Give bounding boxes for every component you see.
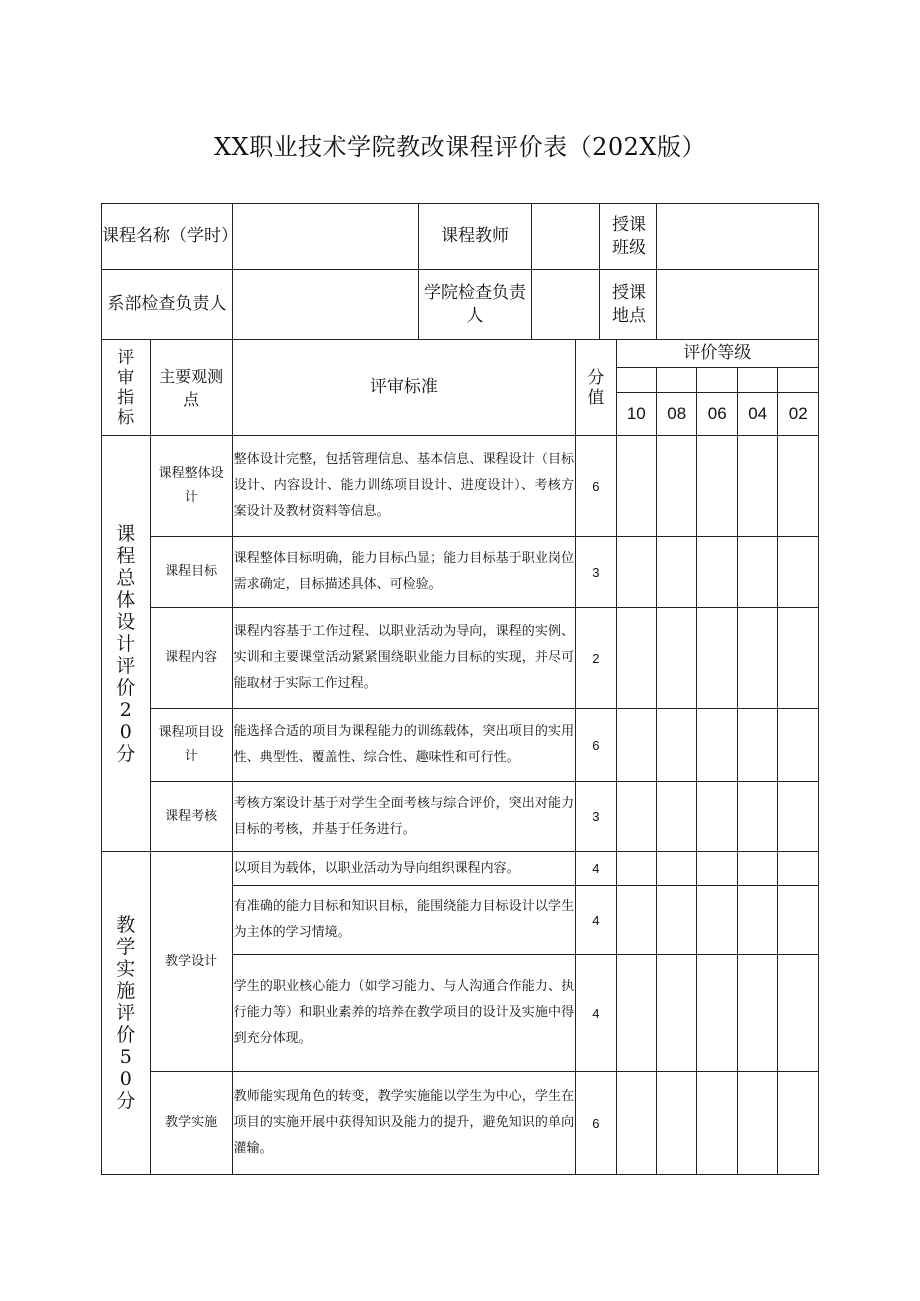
grade-cell[interactable] [657,852,697,886]
grade-cell[interactable] [616,955,656,1072]
grade-02: 02 [778,393,819,436]
grade-cell[interactable] [657,436,697,537]
table-row [102,1072,819,1175]
grade-blank-5 [778,368,819,393]
criteria-text: 学生的职业核心能力（如学习能力、与人沟通合作能力、执行能力等）和职业素养的培养在教学项目的设计及实施中得到充分体现。 [232,955,575,1072]
grade-cell[interactable] [657,955,697,1072]
grade-cell[interactable] [657,537,697,608]
grade-cell[interactable] [616,1072,656,1175]
observation-point: 课程目标 [150,537,232,608]
grade-04: 04 [737,393,777,436]
section-2-name: 教学实施评价50分 [102,852,151,1175]
grade-cell[interactable] [657,782,697,852]
grade-cell[interactable] [616,852,656,886]
grade-header: 评价等级 [616,340,818,368]
page-title: XX职业技术学院教改课程评价表（202X版） [213,133,707,161]
grade-cell[interactable] [778,955,819,1072]
grade-blank-2 [657,368,697,393]
grade-cell[interactable] [737,608,777,709]
evaluation-table [101,203,819,1175]
grade-blank-4 [737,368,777,393]
score-value: 4 [576,852,616,886]
grade-cell[interactable] [616,537,656,608]
grade-cell[interactable] [657,608,697,709]
grade-cell[interactable] [737,709,777,782]
indicator-header: 评审指标 [102,340,151,436]
score-value: 2 [576,608,616,709]
table-row [102,782,819,852]
location-field[interactable] [657,270,819,340]
location-label: 授课地点 [600,270,657,340]
criteria-text: 以项目为载体，以职业活动为导向组织课程内容。 [232,852,575,886]
class-label: 授课班级 [600,204,657,270]
score-header: 分值 [576,340,616,436]
criteria-text: 整体设计完整，包括管理信息、基本信息、课程设计（目标设计、内容设计、能力训练项目设计、进度设计）、考核方案设计及教材资料等信息。 [232,436,575,537]
grade-cell[interactable] [697,608,737,709]
grade-cell[interactable] [616,436,656,537]
grade-cell[interactable] [616,782,656,852]
grade-cell[interactable] [697,886,737,955]
grade-cell[interactable] [778,886,819,955]
observation-point: 课程考核 [150,782,232,852]
grade-cell[interactable] [737,886,777,955]
score-value: 4 [576,886,616,955]
grade-cell[interactable] [616,709,656,782]
grade-cell[interactable] [616,886,656,955]
grade-blank-1 [616,368,656,393]
criteria-text: 能选择合适的项目为课程能力的训练载体，突出项目的实用性、典型性、覆盖性、综合性、趣味性和可行性。 [232,709,575,782]
grade-08: 08 [657,393,697,436]
grade-cell[interactable] [778,537,819,608]
grade-cell[interactable] [737,1072,777,1175]
section-1-name: 课程总体设计评价20分 [102,436,151,852]
observation-point: 课程项目设计 [150,709,232,782]
score-value: 3 [576,537,616,608]
grade-cell[interactable] [657,709,697,782]
criteria-text: 课程内容基于工作过程、以职业活动为导向，课程的实例、实训和主要课堂活动紧紧围绕职业能力目标的实现，并尽可能取材于实际工作过程。 [232,608,575,709]
info-row-2 [102,270,819,340]
grade-cell[interactable] [657,1072,697,1175]
teacher-field[interactable] [532,204,600,270]
grade-cell[interactable] [697,782,737,852]
grade-cell[interactable] [737,955,777,1072]
college-check-label: 学院检查负责人 [418,270,531,340]
observation-point: 课程整体设计 [150,436,232,537]
info-row-1 [102,204,819,270]
observation-header: 主要观测点 [150,340,232,436]
grade-cell[interactable] [697,709,737,782]
standard-header: 评审标准 [232,340,575,436]
observation-point: 课程内容 [150,608,232,709]
grade-cell[interactable] [778,709,819,782]
criteria-text: 有准确的能力目标和知识目标，能围绕能力目标设计以学生为主体的学习情境。 [232,886,575,955]
criteria-text: 教师能实现角色的转变，教学实施能以学生为中心，学生在项目的实施开展中获得知识及能力的提升，避免知识的单向灌输。 [232,1072,575,1175]
grade-cell[interactable] [737,782,777,852]
score-value: 6 [576,1072,616,1175]
observation-point: 教学设计 [150,852,232,1072]
score-value: 3 [576,782,616,852]
grade-cell[interactable] [778,608,819,709]
course-name-field[interactable] [232,204,418,270]
dept-check-label: 系部检查负责人 [102,270,233,340]
grade-cell[interactable] [778,436,819,537]
table-row [102,537,819,608]
grade-blank-3 [697,368,737,393]
score-value: 6 [576,436,616,537]
class-field[interactable] [657,204,819,270]
grade-cell[interactable] [697,537,737,608]
grade-cell[interactable] [697,955,737,1072]
grade-cell[interactable] [778,852,819,886]
grade-cell[interactable] [697,852,737,886]
grade-cell[interactable] [778,1072,819,1175]
observation-point: 教学实施 [150,1072,232,1175]
criteria-text: 课程整体目标明确，能力目标凸显；能力目标基于职业岗位需求确定，目标描述具体、可检验。 [232,537,575,608]
grade-cell[interactable] [778,782,819,852]
grade-cell[interactable] [616,608,656,709]
score-value: 4 [576,955,616,1072]
criteria-text: 考核方案设计基于对学生全面考核与综合评价，突出对能力目标的考核，并基于任务进行。 [232,782,575,852]
table-row [102,608,819,709]
score-value: 6 [576,709,616,782]
header-row-1 [102,340,819,368]
grade-cell[interactable] [697,1072,737,1175]
teacher-label: 课程教师 [418,204,531,270]
table-row [102,852,819,886]
college-check-field[interactable] [532,270,600,340]
table-row [102,436,819,537]
grade-06: 06 [697,393,737,436]
grade-10: 10 [616,393,656,436]
grade-cell[interactable] [737,436,777,537]
grade-cell[interactable] [697,436,737,537]
grade-cell[interactable] [737,537,777,608]
table-row [102,709,819,782]
dept-check-field[interactable] [232,270,418,340]
grade-cell[interactable] [737,852,777,886]
course-name-label: 课程名称（学时） [102,204,233,270]
grade-cell[interactable] [657,886,697,955]
